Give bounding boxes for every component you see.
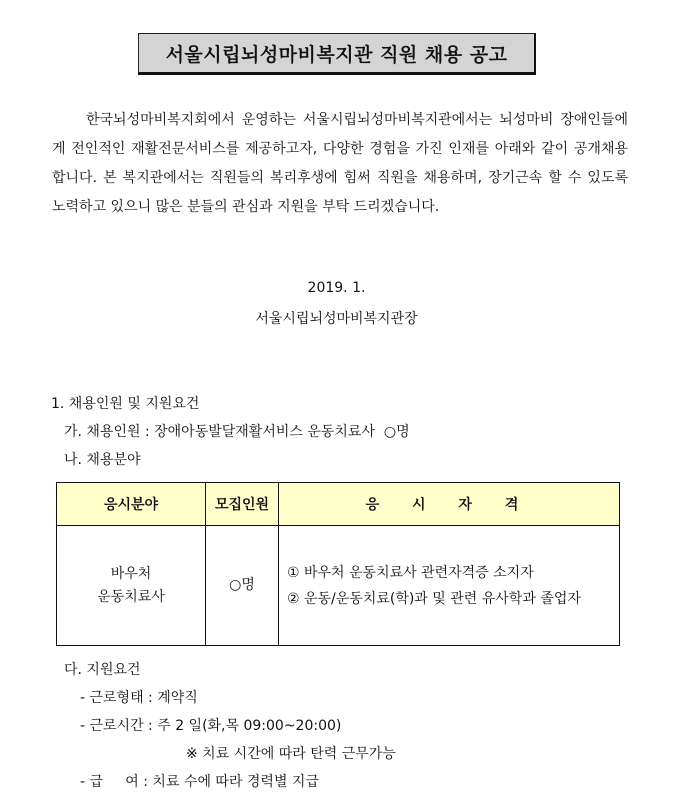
- employment-type: - 근로형태 : 계약직: [80, 690, 198, 706]
- table-header-row: [57, 483, 620, 526]
- section-heading: 1. 채용인원 및 지원요건: [51, 396, 200, 412]
- page-title: 서울시립뇌성마비복지관 직원 채용 공고: [138, 33, 536, 75]
- table-header-field: 응시분야: [57, 483, 206, 526]
- intro-paragraph: [52, 106, 628, 222]
- announcement-date: 2019. 1.: [307, 280, 366, 296]
- table-header-qualification: 응 시 자 격: [279, 483, 620, 526]
- hiring-field-label: 나. 채용분야: [64, 452, 141, 468]
- table-row: [57, 526, 620, 646]
- intro-text: 한국뇌성마비복지회에서 운영하는 서울시립뇌성마비복지관에서는 뇌성마비 장애인들에게 전인적인 재활전문서비스를 제공하고자, 다양한 경험을 가진 인재를 아래와 같이 공개채용 합니다. 본 복지관에서는 직원들의 복리후생에 힘써 직원을 채용하며, 장기근속 할 수 있도록 노력하고 있으니 많은 분들의 관심과 지원을 부탁 드리겠습니다.: [52, 112, 628, 215]
- table-header-count: 모집인원: [206, 483, 279, 526]
- working-hours: - 근로시간 : 주 2 일(화,목 09:00~20:00): [80, 718, 342, 734]
- qualification-item: ① 바우처 운동치료사 관련자격증 소지자: [287, 564, 534, 581]
- qualification-item: ② 운동/운동치료(학)과 및 관련 유사학과 졸업자: [287, 590, 581, 607]
- requirements-label: 다. 지원요건: [64, 662, 141, 678]
- organization-signature: 서울시립뇌성마비복지관장: [255, 311, 418, 327]
- working-hours-note: ※ 치료 시간에 따라 탄력 근무가능: [186, 746, 396, 762]
- field-line: 바우처: [110, 565, 152, 582]
- hiring-count-line: 가. 채용인원 : 장애아동발달재활서비스 운동치료사 ○명: [64, 424, 410, 440]
- recruitment-table: [56, 482, 620, 646]
- qualification-cell: [279, 526, 620, 646]
- count-cell: ○명: [206, 526, 279, 646]
- field-line: 운동치료사: [97, 588, 165, 605]
- field-cell: [57, 526, 206, 646]
- salary-line: - 급 여 : 치료 수에 따라 경력별 지급: [80, 774, 319, 790]
